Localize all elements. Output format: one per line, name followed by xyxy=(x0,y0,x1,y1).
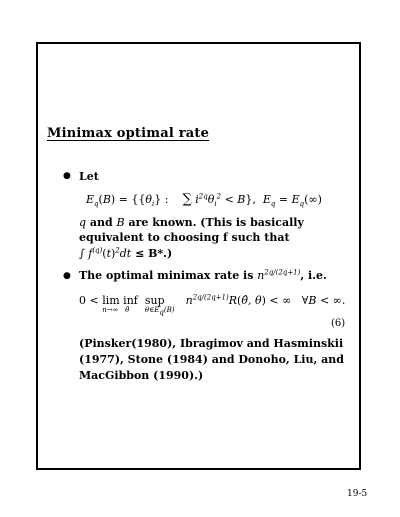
bullet2-text: The optimal minimax rate is $n^{2q/(2q+1)}$, i.e. xyxy=(79,268,327,282)
bullet1-line3: ∫ $f^{(q)}(t)^2dt \le B*$.) xyxy=(79,246,173,260)
slide-title: Minimax optimal rate xyxy=(47,126,210,141)
bullet1-label: Let xyxy=(79,170,99,183)
minimax-equation: 0 < lim inf n→∞ θ̂ sup $\theta\in E_q(B)$ $n^{2q/(2q+1)}R(\thetâ$, θ) < ∞ ∀B < ∞. xyxy=(79,293,346,317)
bullet1-line2: equivalent to choosing f such that xyxy=(79,231,290,244)
bullet1-line1: q and B are known. (This is basically xyxy=(79,216,304,229)
references-line2: (1977), Stone (1984) and Donoho, Liu, and xyxy=(79,353,344,366)
definition-equation: $E_q(B) = \{\{\theta_i\}$ : ∑ $i^{2q}\theta_i^2 < B$}, $E_q = E_q(\infty)$ xyxy=(86,192,322,209)
page-number: 19-5 xyxy=(347,489,368,499)
equation-number: (6) xyxy=(331,318,346,329)
bullet-point: ● xyxy=(63,271,71,281)
references-line1: (Pinsker(1980), Ibragimov and Hasminskii xyxy=(79,337,344,350)
bullet-point: ● xyxy=(63,171,71,181)
references-line3: MacGibbon (1990).) xyxy=(79,369,204,382)
